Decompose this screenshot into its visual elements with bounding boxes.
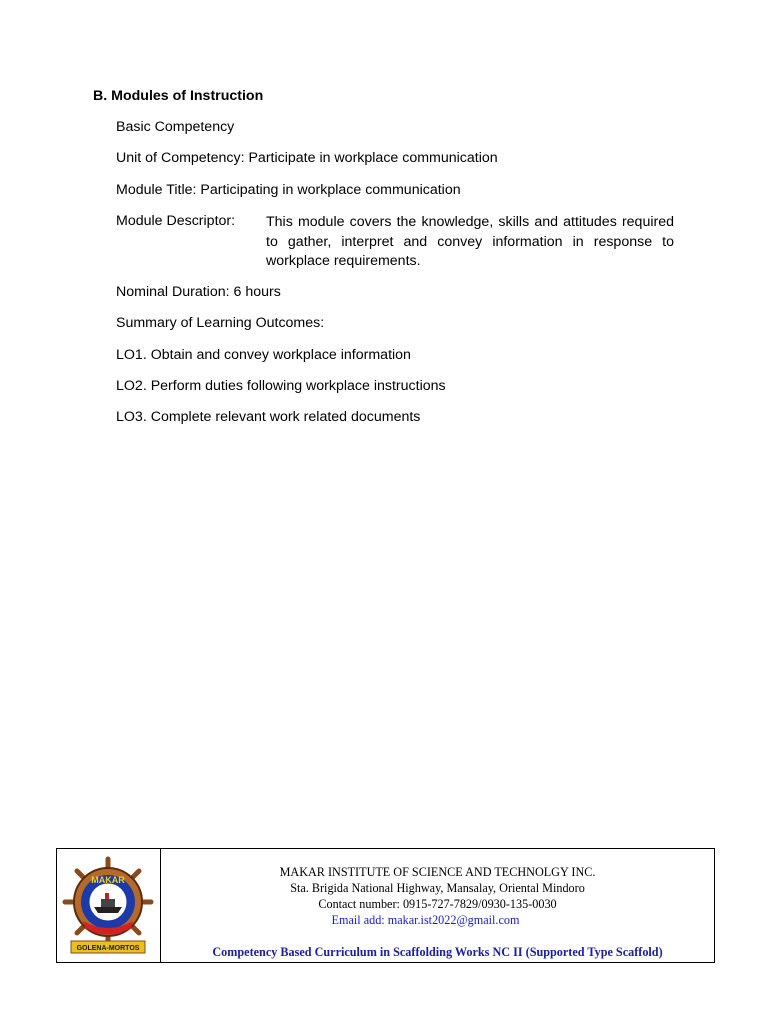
institution-name: MAKAR INSTITUTE OF SCIENCE AND TECHNOLGY INC.	[279, 865, 596, 879]
summary-label: Summary of Learning Outcomes:	[116, 315, 325, 331]
learning-outcome-3: LO3. Complete relevant work related documents	[116, 409, 421, 425]
curriculum-title: Competency Based Curriculum in Scaffolding Works NC II (Supported Type Scaffold)	[212, 945, 663, 959]
footer-table	[56, 848, 715, 963]
module-descriptor-label: Module Descriptor:	[116, 213, 236, 229]
module-descriptor-text: This module covers the knowledge, skills and attitudes required to gather, interpret and convey information in response to workplace requirements.	[266, 214, 674, 269]
contact-number: Contact number: 0915-727-7829/0930-135-0030	[318, 897, 557, 911]
learning-outcome-2: LO2. Perform duties following workplace instructions	[116, 378, 446, 394]
learning-outcome-1: LO1. Obtain and convey workplace information	[116, 347, 411, 363]
section-heading: B. Modules of Instruction	[93, 88, 264, 104]
logo-banner-text: GOLENA-MORTOS	[76, 945, 140, 952]
logo-text-top: MAKAR	[91, 875, 125, 885]
institution-address: Sta. Brigida National Highway, Mansalay, Oriental Mindoro	[290, 881, 585, 895]
makar-logo-icon	[61, 855, 155, 955]
basic-competency: Basic Competency	[116, 119, 235, 135]
unit-of-competency: Unit of Competency: Participate in workplace communication	[116, 150, 498, 166]
email-address: Email add: makar.ist2022@gmail.com	[331, 913, 520, 927]
logo-cell	[57, 849, 161, 962]
institution-info	[161, 849, 714, 962]
module-title: Module Title: Participating in workplace communication	[116, 182, 461, 198]
nominal-duration: Nominal Duration: 6 hours	[116, 284, 281, 300]
